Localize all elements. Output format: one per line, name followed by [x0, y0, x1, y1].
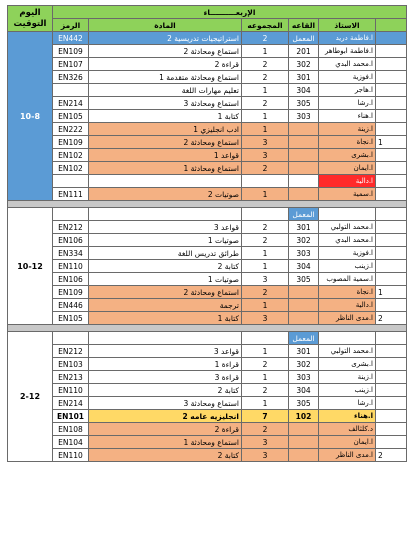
cell-hall: [289, 423, 319, 436]
cell-subject: استماع ومحادثة متقدمة 1: [89, 71, 242, 84]
cell-subject: استماع ومحادثة 3: [89, 397, 242, 410]
cell-hall: 304: [289, 384, 319, 397]
cell-extra: [376, 436, 407, 449]
cell-teacher: ا.زينة: [319, 123, 376, 136]
cell-teacher: ا.نجاة: [319, 286, 376, 299]
cell-teacher: ا.محمد البدي: [319, 58, 376, 71]
cell-group: 2: [242, 286, 289, 299]
day-time-header-cell: [8, 6, 53, 32]
lab-row: [8, 332, 407, 345]
cell-teacher: ا.سمية المصوب: [319, 273, 376, 286]
cell-teacher: [319, 208, 376, 221]
cell-group: 2: [242, 97, 289, 110]
cell-group: 3: [242, 312, 289, 325]
schedule-row: [8, 110, 407, 123]
cell-teacher: ا.دالية: [319, 175, 376, 188]
cell-code: EN326: [53, 71, 89, 84]
cell-code: EN111: [53, 188, 89, 201]
schedule-row: [8, 371, 407, 384]
schedule-row: [8, 247, 407, 260]
cell-teacher: ا.هناء: [319, 110, 376, 123]
schedule-row: [8, 397, 407, 410]
schedule-row: [8, 45, 407, 58]
cell-group: 2: [242, 58, 289, 71]
schedule-row: [8, 162, 407, 175]
lab-label: المعمل: [289, 332, 319, 345]
schedule-row: [8, 175, 407, 188]
cell-group: [242, 332, 289, 345]
cell-group: 1: [242, 371, 289, 384]
schedule-table: [7, 5, 407, 462]
cell-code: EN446: [53, 299, 89, 312]
cell-group: 1: [242, 397, 289, 410]
time-label: التوقيت: [13, 18, 47, 29]
cell-extra: [376, 358, 407, 371]
cell-teacher: ا.فوزية: [319, 71, 376, 84]
day-name: الإربعــــــــــاء: [53, 6, 407, 19]
cell-extra: [376, 58, 407, 71]
cell-hall: المعمل: [289, 32, 319, 45]
cell-group: 2: [242, 71, 289, 84]
cell-group: 1: [242, 260, 289, 273]
cell-group: 7: [242, 410, 289, 423]
cell-teacher: ا.فاطمة ابوطاهر: [319, 45, 376, 58]
schedule-row: [8, 384, 407, 397]
cell-subject: كتابة 2: [89, 384, 242, 397]
cell-extra: [376, 384, 407, 397]
cell-subject: ترجمة: [89, 299, 242, 312]
cell-teacher: ا.دالية: [319, 299, 376, 312]
cell-group: 3: [242, 436, 289, 449]
cell-code: EN110: [53, 260, 89, 273]
cell-code: EN212: [53, 345, 89, 358]
lab-row: [8, 208, 407, 221]
col-header-code: الرمز: [53, 19, 89, 32]
cell-teacher: ا.رشا: [319, 97, 376, 110]
cell-subject: قراءة 2: [89, 58, 242, 71]
cell-code: [53, 175, 89, 188]
cell-subject: انجليزيه عامه 2: [89, 410, 242, 423]
schedule-row: [8, 345, 407, 358]
schedule-row: [8, 299, 407, 312]
cell-teacher: ا.ايمان: [319, 436, 376, 449]
cell-group: 2: [242, 162, 289, 175]
cell-code: [53, 332, 89, 345]
cell-group: 1: [242, 188, 289, 201]
cell-subject: [89, 175, 242, 188]
cell-teacher: ا.فوزية: [319, 247, 376, 260]
cell-subject: قراءة 2: [89, 423, 242, 436]
col-header-group: المجموعه: [242, 19, 289, 32]
cell-subject: كتابة 2: [89, 449, 242, 462]
col-header-hall: القاعه: [289, 19, 319, 32]
cell-teacher: ا.محمد التولبي: [319, 345, 376, 358]
cell-hall: 302: [289, 58, 319, 71]
separator-cell: [8, 325, 407, 332]
cell-code: EN103: [53, 358, 89, 371]
cell-extra: [376, 397, 407, 410]
schedule-row: [8, 149, 407, 162]
cell-group: 2: [242, 384, 289, 397]
cell-hall: [289, 312, 319, 325]
cell-subject: قواعد 1: [89, 149, 242, 162]
schedule-row: [8, 410, 407, 423]
schedule-row: [8, 123, 407, 136]
cell-hall: 303: [289, 110, 319, 123]
cell-hall: 301: [289, 71, 319, 84]
cell-extra: [376, 410, 407, 423]
cell-group: [242, 208, 289, 221]
schedule-row: [8, 136, 407, 149]
cell-teacher: ا.فاطمة دريد: [319, 32, 376, 45]
cell-subject: استراتيجيات تدريسية 2: [89, 32, 242, 45]
cell-code: EN110: [53, 384, 89, 397]
cell-extra: 2: [376, 449, 407, 462]
schedule-row: [8, 286, 407, 299]
cell-code: EN105: [53, 312, 89, 325]
schedule-row: [8, 260, 407, 273]
cell-teacher: ا.ايمان: [319, 162, 376, 175]
schedule-row: [8, 358, 407, 371]
cell-subject: استماع ومحادثة 3: [89, 97, 242, 110]
cell-code: EN110: [53, 449, 89, 462]
cell-group: 2: [242, 32, 289, 45]
cell-subject: [89, 332, 242, 345]
cell-code: EN105: [53, 110, 89, 123]
cell-hall: [289, 123, 319, 136]
lab-label: المعمل: [289, 208, 319, 221]
schedule-row: [8, 273, 407, 286]
cell-extra: [376, 84, 407, 97]
cell-extra: [376, 188, 407, 201]
cell-extra: [376, 123, 407, 136]
cell-code: EN214: [53, 97, 89, 110]
cell-extra: [376, 208, 407, 221]
cell-teacher: ا.زينة: [319, 371, 376, 384]
cell-subject: استماع ومحادثة 1: [89, 436, 242, 449]
cell-hall: 102: [289, 410, 319, 423]
schedule-row: [8, 449, 407, 462]
schedule-row: [8, 234, 407, 247]
schedule-row: [8, 97, 407, 110]
cell-subject: كتابة 2: [89, 260, 242, 273]
session-separator: [8, 201, 407, 208]
cell-extra: [376, 32, 407, 45]
cell-extra: [376, 149, 407, 162]
cell-subject: استماع ومحادثة 2: [89, 45, 242, 58]
cell-hall: [289, 449, 319, 462]
schedule-row: [8, 423, 407, 436]
col-header-teacher: الاستاذ: [319, 19, 376, 32]
cell-teacher: د.كلثالف: [319, 423, 376, 436]
cell-extra: [376, 162, 407, 175]
schedule-row: [8, 58, 407, 71]
cell-extra: [376, 71, 407, 84]
cell-hall: 305: [289, 97, 319, 110]
cell-group: 2: [242, 234, 289, 247]
time-slot-label: 2-12: [8, 332, 53, 462]
cell-hall: 305: [289, 273, 319, 286]
cell-hall: 201: [289, 45, 319, 58]
cell-code: EN222: [53, 123, 89, 136]
separator-cell: [8, 201, 407, 208]
cell-group: 2: [242, 221, 289, 234]
cell-teacher: ا.سمية: [319, 188, 376, 201]
cell-extra: [376, 332, 407, 345]
schedule-row: [8, 436, 407, 449]
cell-subject: قواعد 3: [89, 221, 242, 234]
cell-hall: [289, 136, 319, 149]
cell-teacher: ا.هاجر: [319, 84, 376, 97]
cell-extra: [376, 234, 407, 247]
cell-group: 1: [242, 45, 289, 58]
cell-extra: [376, 221, 407, 234]
schedule-row: [8, 188, 407, 201]
cell-subject: صوتيات 1: [89, 273, 242, 286]
cell-teacher: ا.مدى الناظر: [319, 449, 376, 462]
cell-group: 1: [242, 84, 289, 97]
cell-extra: [376, 110, 407, 123]
cell-subject: قراءة 1: [89, 358, 242, 371]
schedule-row: [8, 312, 407, 325]
cell-hall: 301: [289, 221, 319, 234]
cell-hall: [289, 299, 319, 312]
cell-subject: استماع ومحادثة 1: [89, 162, 242, 175]
cell-code: EN108: [53, 423, 89, 436]
cell-group: 1: [242, 110, 289, 123]
header-row-columns: [8, 19, 407, 32]
cell-group: 1: [242, 247, 289, 260]
cell-extra: [376, 260, 407, 273]
cell-group: [242, 175, 289, 188]
cell-extra: [376, 175, 407, 188]
schedule-row: [8, 84, 407, 97]
cell-hall: 303: [289, 247, 319, 260]
cell-hall: 304: [289, 84, 319, 97]
cell-hall: 304: [289, 260, 319, 273]
cell-group: 3: [242, 136, 289, 149]
cell-subject: قراءة 3: [89, 371, 242, 384]
cell-extra: [376, 423, 407, 436]
cell-teacher: ا.بشرى: [319, 358, 376, 371]
cell-extra: [376, 371, 407, 384]
cell-hall: 303: [289, 371, 319, 384]
cell-hall: [289, 149, 319, 162]
cell-group: 2: [242, 358, 289, 371]
col-header-subject: المادة: [89, 19, 242, 32]
col-header-extra: [376, 19, 407, 32]
cell-code: EN213: [53, 371, 89, 384]
cell-hall: [289, 436, 319, 449]
cell-extra: [376, 273, 407, 286]
cell-group: 3: [242, 449, 289, 462]
cell-code: EN107: [53, 58, 89, 71]
cell-extra: [376, 345, 407, 358]
cell-teacher: ا.هناء: [319, 410, 376, 423]
cell-subject: [89, 208, 242, 221]
cell-group: 2: [242, 423, 289, 436]
cell-hall: [289, 162, 319, 175]
schedule-row: [8, 32, 407, 45]
cell-code: EN214: [53, 397, 89, 410]
cell-code: EN212: [53, 221, 89, 234]
cell-subject: صوتيات 1: [89, 234, 242, 247]
cell-code: EN442: [53, 32, 89, 45]
cell-extra: 1: [376, 286, 407, 299]
cell-hall: [289, 286, 319, 299]
cell-subject: استماع ومحادثة 2: [89, 136, 242, 149]
cell-teacher: ا.زينب: [319, 260, 376, 273]
cell-hall: 302: [289, 358, 319, 371]
cell-teacher: ا.رشا: [319, 397, 376, 410]
cell-code: EN102: [53, 162, 89, 175]
day-label: اليوم: [19, 7, 41, 18]
cell-hall: 301: [289, 345, 319, 358]
cell-code: EN334: [53, 247, 89, 260]
cell-subject: صوتيات 2: [89, 188, 242, 201]
cell-extra: [376, 97, 407, 110]
cell-teacher: ا.مدى الناظر: [319, 312, 376, 325]
cell-subject: ادب انجليزي 1: [89, 123, 242, 136]
cell-teacher: [319, 332, 376, 345]
cell-extra: [376, 299, 407, 312]
cell-code: EN109: [53, 45, 89, 58]
cell-group: 3: [242, 149, 289, 162]
cell-hall: 305: [289, 397, 319, 410]
cell-code: EN109: [53, 136, 89, 149]
cell-code: EN109: [53, 286, 89, 299]
cell-teacher: ا.محمد التولبي: [319, 221, 376, 234]
cell-hall: [289, 175, 319, 188]
cell-hall: [289, 188, 319, 201]
cell-subject: طرائق تدريس اللغة: [89, 247, 242, 260]
cell-group: 1: [242, 299, 289, 312]
cell-extra: 2: [376, 312, 407, 325]
cell-teacher: ا.زينب: [319, 384, 376, 397]
cell-group: 1: [242, 345, 289, 358]
cell-extra: 1: [376, 136, 407, 149]
cell-code: EN104: [53, 436, 89, 449]
cell-subject: قواعد 3: [89, 345, 242, 358]
cell-group: 3: [242, 273, 289, 286]
schedule-row: [8, 71, 407, 84]
cell-extra: [376, 247, 407, 260]
cell-hall: 302: [289, 234, 319, 247]
cell-code: [53, 208, 89, 221]
session-separator: [8, 325, 407, 332]
cell-subject: كتابة 1: [89, 312, 242, 325]
cell-code: EN102: [53, 149, 89, 162]
cell-subject: استماع ومحادثة 2: [89, 286, 242, 299]
cell-code: [53, 84, 89, 97]
header-row-day: [8, 6, 407, 19]
cell-subject: كتابة 1: [89, 110, 242, 123]
cell-group: 1: [242, 123, 289, 136]
cell-teacher: ا.نجاة: [319, 136, 376, 149]
cell-code: EN106: [53, 273, 89, 286]
cell-subject: تعليم مهارات اللغة: [89, 84, 242, 97]
cell-teacher: ا.محمد البدي: [319, 234, 376, 247]
cell-extra: [376, 45, 407, 58]
time-slot-label: 10-8: [8, 32, 53, 201]
time-slot-label: 10-12: [8, 208, 53, 325]
cell-code: EN101: [53, 410, 89, 423]
cell-teacher: ا.بشرى: [319, 149, 376, 162]
cell-code: EN106: [53, 234, 89, 247]
schedule-row: [8, 221, 407, 234]
